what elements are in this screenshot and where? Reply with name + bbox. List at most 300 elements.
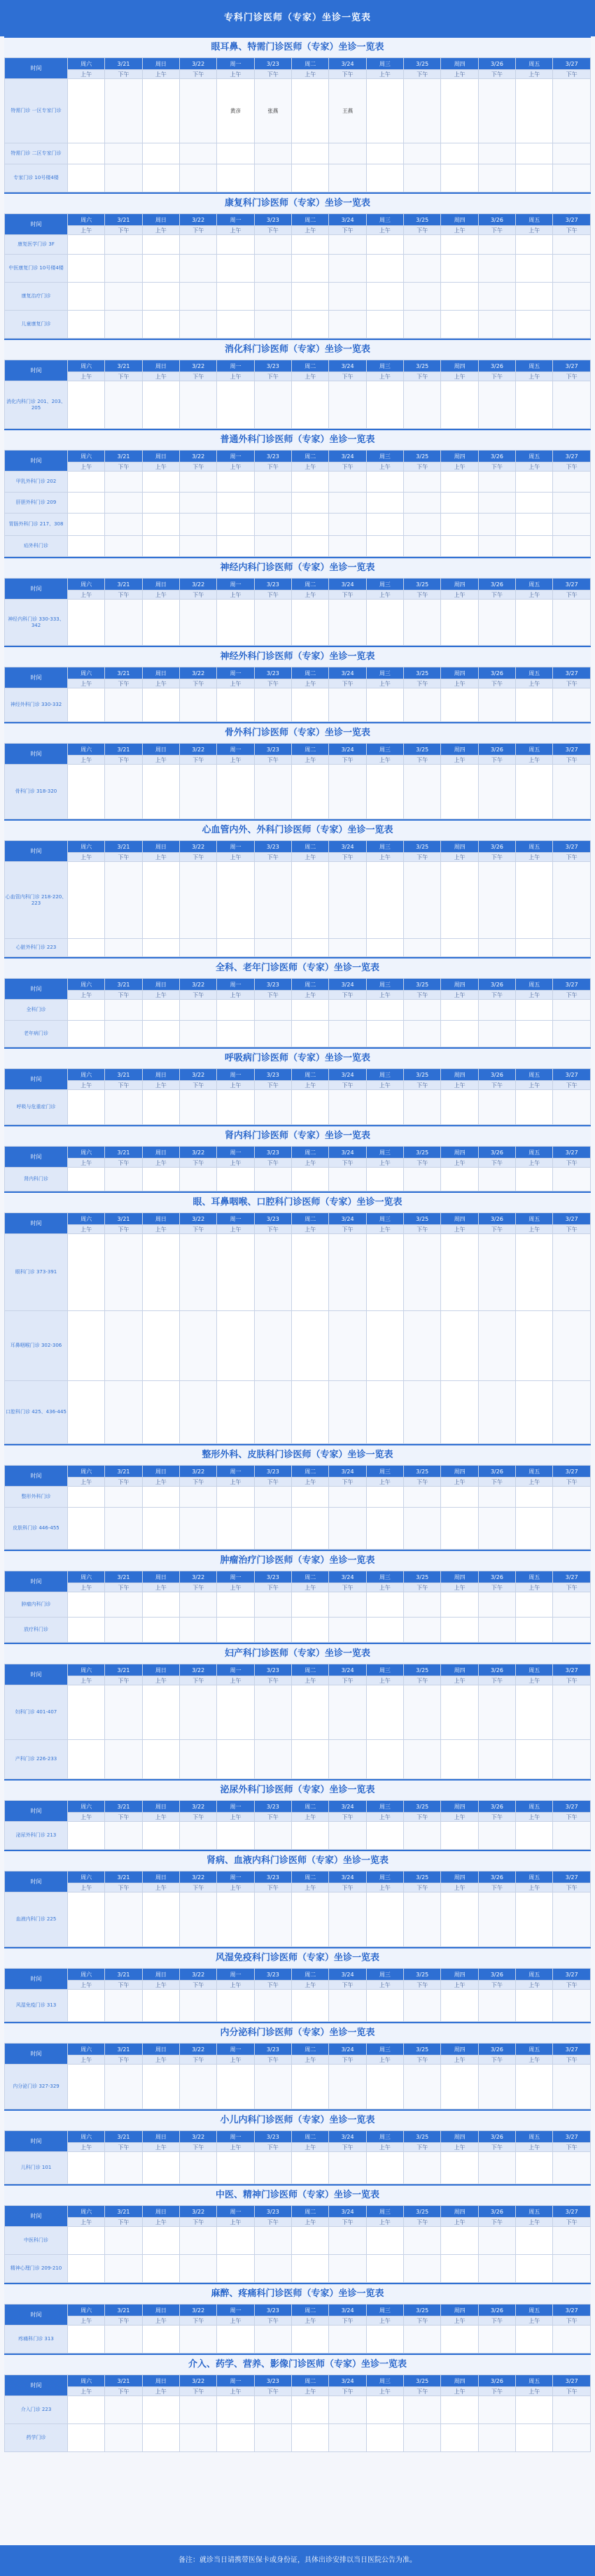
schedule-section bbox=[4, 2109, 591, 2184]
header-am: 上午 bbox=[217, 1159, 254, 1168]
schedule-section bbox=[4, 2283, 591, 2354]
doctor-cell bbox=[478, 1618, 515, 1643]
doctor-cell bbox=[329, 1740, 366, 1779]
header-corner: 时间 bbox=[5, 1801, 68, 1822]
header-pm: 下午 bbox=[105, 226, 142, 235]
section-title: 肿瘤治疗门诊医师（专家）坐诊一览表 bbox=[4, 1550, 591, 1571]
header-am: 上午 bbox=[68, 2218, 105, 2227]
doctor-cell bbox=[329, 688, 366, 722]
header-weekday: 周六 bbox=[68, 1801, 105, 1813]
table-row bbox=[5, 2065, 591, 2109]
table-row bbox=[5, 1487, 591, 1508]
doctor-cell bbox=[441, 1822, 478, 1850]
doctor-cell bbox=[553, 1168, 591, 1191]
doctor-cell bbox=[217, 1090, 254, 1125]
header-corner: 时间 bbox=[5, 744, 68, 765]
header-weekday: 周日 bbox=[142, 58, 179, 70]
schedule-table bbox=[4, 1068, 591, 1125]
doctor-cell bbox=[292, 1592, 329, 1618]
header-weekday: 周三 bbox=[366, 1664, 403, 1676]
doctor-cell bbox=[217, 1892, 254, 1947]
doctor-cell bbox=[516, 2152, 553, 2184]
header-date: 3/24 bbox=[329, 1571, 366, 1583]
department-cell: 甲乳外科门诊 202 bbox=[5, 472, 68, 493]
doctor-cell bbox=[516, 381, 553, 429]
header-pm: 下午 bbox=[404, 1676, 441, 1685]
doctor-cell bbox=[180, 1592, 217, 1618]
header-am: 上午 bbox=[142, 853, 179, 862]
doctor-cell bbox=[105, 1090, 142, 1125]
doctor-cell bbox=[180, 1618, 217, 1643]
doctor-cell bbox=[553, 1311, 591, 1381]
header-am: 上午 bbox=[441, 756, 478, 765]
header-am: 上午 bbox=[441, 679, 478, 688]
schedule-table bbox=[4, 1571, 591, 1643]
header-date: 3/26 bbox=[478, 1801, 515, 1813]
header-pm: 下午 bbox=[404, 2316, 441, 2326]
doctor-cell bbox=[516, 143, 553, 164]
header-weekday: 周日 bbox=[142, 1571, 179, 1583]
header-pm: 下午 bbox=[478, 1813, 515, 1822]
doctor-cell bbox=[516, 1168, 553, 1191]
doctor-cell bbox=[142, 1487, 179, 1508]
header-am: 上午 bbox=[366, 1478, 403, 1487]
doctor-cell bbox=[217, 255, 254, 283]
header-date: 3/27 bbox=[553, 979, 591, 991]
header-am: 上午 bbox=[292, 679, 329, 688]
doctor-cell bbox=[180, 1021, 217, 1047]
doctor-cell bbox=[329, 2227, 366, 2255]
header-weekday: 周三 bbox=[366, 1571, 403, 1583]
doctor-cell bbox=[366, 164, 403, 192]
header-date: 3/27 bbox=[553, 841, 591, 853]
header-weekday: 周四 bbox=[441, 979, 478, 991]
header-date: 3/25 bbox=[404, 667, 441, 679]
header-date: 3/27 bbox=[553, 2206, 591, 2218]
header-am: 上午 bbox=[68, 679, 105, 688]
doctor-cell bbox=[329, 1000, 366, 1021]
doctor-cell bbox=[105, 255, 142, 283]
doctor-cell bbox=[292, 1090, 329, 1125]
header-date: 3/24 bbox=[329, 2375, 366, 2387]
doctor-cell bbox=[441, 311, 478, 339]
header-pm: 下午 bbox=[254, 1159, 291, 1168]
header-am: 上午 bbox=[292, 1583, 329, 1592]
header-pm: 下午 bbox=[180, 1813, 217, 1822]
header-pm: 下午 bbox=[404, 1159, 441, 1168]
header-pm: 下午 bbox=[254, 462, 291, 472]
header-pm: 下午 bbox=[180, 853, 217, 862]
header-weekday: 周六 bbox=[68, 744, 105, 756]
doctor-cell bbox=[68, 2227, 105, 2255]
doctor-cell bbox=[254, 1000, 291, 1021]
header-date: 3/22 bbox=[180, 1969, 217, 1981]
header-am: 上午 bbox=[217, 1676, 254, 1685]
header-pm: 下午 bbox=[553, 679, 591, 688]
header-pm: 下午 bbox=[180, 590, 217, 600]
header-date: 3/26 bbox=[478, 1871, 515, 1883]
header-weekday: 周日 bbox=[142, 1664, 179, 1676]
header-pm: 下午 bbox=[180, 2316, 217, 2326]
doctor-cell bbox=[404, 1508, 441, 1550]
department-cell: 肿瘤内科门诊 bbox=[5, 1592, 68, 1618]
doctor-cell bbox=[217, 1740, 254, 1779]
header-date: 3/25 bbox=[404, 1664, 441, 1676]
doctor-cell bbox=[292, 514, 329, 536]
doctor-cell bbox=[478, 1090, 515, 1125]
doctor-cell bbox=[105, 2152, 142, 2184]
table-row bbox=[5, 255, 591, 283]
header-am: 上午 bbox=[68, 372, 105, 381]
header-weekday: 周一 bbox=[217, 58, 254, 70]
table-row bbox=[5, 1990, 591, 2022]
table-row bbox=[5, 765, 591, 819]
doctor-cell bbox=[329, 939, 366, 957]
header-am: 上午 bbox=[516, 70, 553, 79]
doctor-cell bbox=[180, 79, 217, 143]
schedule-section bbox=[4, 646, 591, 722]
doctor-cell bbox=[142, 143, 179, 164]
doctor-cell bbox=[105, 235, 142, 255]
header-weekday: 周二 bbox=[292, 979, 329, 991]
header-pm: 下午 bbox=[254, 991, 291, 1000]
header-am: 上午 bbox=[217, 462, 254, 472]
doctor-cell bbox=[553, 2227, 591, 2255]
header-pm: 下午 bbox=[254, 853, 291, 862]
header-pm: 下午 bbox=[404, 756, 441, 765]
header-weekday: 周四 bbox=[441, 451, 478, 462]
header-pm: 下午 bbox=[254, 2387, 291, 2396]
doctor-cell bbox=[292, 2326, 329, 2354]
section-title: 泌尿外科门诊医师（专家）坐诊一览表 bbox=[4, 1779, 591, 1800]
doctor-cell bbox=[217, 1234, 254, 1311]
header-weekday: 周五 bbox=[516, 1664, 553, 1676]
header-weekday: 周二 bbox=[292, 2375, 329, 2387]
department-cell: 耳鼻咽喉门诊 302-306 bbox=[5, 1311, 68, 1381]
header-weekday: 周五 bbox=[516, 1871, 553, 1883]
header-weekday: 周五 bbox=[516, 979, 553, 991]
doctor-cell bbox=[404, 235, 441, 255]
doctor-cell bbox=[478, 1892, 515, 1947]
doctor-cell bbox=[217, 514, 254, 536]
schedule-table bbox=[4, 360, 591, 429]
header-date: 3/27 bbox=[553, 1069, 591, 1081]
header-am: 上午 bbox=[68, 590, 105, 600]
header-pm: 下午 bbox=[553, 2218, 591, 2227]
header-pm: 下午 bbox=[404, 853, 441, 862]
doctor-cell bbox=[254, 472, 291, 493]
doctor-cell bbox=[105, 1822, 142, 1850]
doctor-cell bbox=[478, 2065, 515, 2109]
doctor-cell bbox=[180, 1990, 217, 2022]
header-am: 上午 bbox=[366, 756, 403, 765]
doctor-cell bbox=[180, 1168, 217, 1191]
doctor-cell bbox=[142, 1234, 179, 1311]
header-pm: 下午 bbox=[404, 991, 441, 1000]
doctor-cell bbox=[516, 1822, 553, 1850]
department-cell: 康复治疗门诊 bbox=[5, 283, 68, 311]
header-weekday: 周三 bbox=[366, 744, 403, 756]
header-pm: 下午 bbox=[105, 1813, 142, 1822]
header-weekday: 周一 bbox=[217, 744, 254, 756]
doctor-cell bbox=[68, 600, 105, 646]
doctor-cell bbox=[366, 1592, 403, 1618]
section-title: 骨外科门诊医师（专家）坐诊一览表 bbox=[4, 722, 591, 743]
doctor-cell bbox=[366, 283, 403, 311]
header-am: 上午 bbox=[68, 462, 105, 472]
header-am: 上午 bbox=[366, 1583, 403, 1592]
header-pm: 下午 bbox=[478, 1081, 515, 1090]
doctor-cell bbox=[441, 1381, 478, 1444]
doctor-cell bbox=[105, 79, 142, 143]
header-date: 3/24 bbox=[329, 979, 366, 991]
doctor-cell bbox=[292, 2396, 329, 2424]
doctor-cell bbox=[254, 1740, 291, 1779]
header-am: 上午 bbox=[516, 2387, 553, 2396]
header-am: 上午 bbox=[441, 853, 478, 862]
header-pm: 下午 bbox=[254, 1225, 291, 1234]
doctor-cell bbox=[366, 1234, 403, 1311]
doctor-cell bbox=[180, 862, 217, 939]
doctor-cell bbox=[478, 493, 515, 514]
header-am: 上午 bbox=[516, 372, 553, 381]
doctor-cell bbox=[142, 1381, 179, 1444]
doctor-cell bbox=[366, 1508, 403, 1550]
header-am: 上午 bbox=[441, 1081, 478, 1090]
doctor-cell bbox=[366, 2152, 403, 2184]
doctor-cell bbox=[68, 2152, 105, 2184]
header-pm: 下午 bbox=[478, 679, 515, 688]
doctor-cell bbox=[366, 2326, 403, 2354]
doctor-cell bbox=[292, 79, 329, 143]
header-date: 3/25 bbox=[404, 2375, 441, 2387]
header-date: 3/21 bbox=[105, 214, 142, 226]
doctor-cell bbox=[329, 2396, 366, 2424]
header-am: 上午 bbox=[366, 1225, 403, 1234]
doctor-cell bbox=[553, 1021, 591, 1047]
header-am: 上午 bbox=[366, 590, 403, 600]
header-date: 3/25 bbox=[404, 1466, 441, 1478]
header-pm: 下午 bbox=[180, 1478, 217, 1487]
doctor-cell bbox=[105, 688, 142, 722]
doctor-cell bbox=[553, 514, 591, 536]
doctor-cell bbox=[292, 536, 329, 557]
schedule-section bbox=[4, 1047, 591, 1125]
doctor-cell bbox=[254, 2396, 291, 2424]
doctor-cell bbox=[105, 2424, 142, 2452]
doctor-cell bbox=[441, 514, 478, 536]
header-pm: 下午 bbox=[553, 372, 591, 381]
doctor-cell bbox=[478, 1168, 515, 1191]
doctor-cell bbox=[68, 1892, 105, 1947]
doctor-cell bbox=[553, 2396, 591, 2424]
header-weekday: 周六 bbox=[68, 841, 105, 853]
doctor-cell bbox=[254, 2227, 291, 2255]
department-cell: 心脏外科门诊 223 bbox=[5, 939, 68, 957]
header-pm: 下午 bbox=[329, 1225, 366, 1234]
section-title: 康复科门诊医师（专家）坐诊一览表 bbox=[4, 192, 591, 213]
doctor-cell bbox=[292, 1508, 329, 1550]
doctor-cell bbox=[516, 514, 553, 536]
header-weekday: 周日 bbox=[142, 841, 179, 853]
header-am: 上午 bbox=[366, 1676, 403, 1685]
header-weekday: 周二 bbox=[292, 1213, 329, 1225]
table-row bbox=[5, 1685, 591, 1740]
header-weekday: 周二 bbox=[292, 214, 329, 226]
header-am: 上午 bbox=[441, 1478, 478, 1487]
doctor-cell bbox=[68, 1021, 105, 1047]
header-weekday: 周四 bbox=[441, 2206, 478, 2218]
doctor-cell bbox=[254, 600, 291, 646]
doctor-cell bbox=[105, 536, 142, 557]
department-cell: 专家门诊 10号楼4楼 bbox=[5, 164, 68, 192]
header-weekday: 周四 bbox=[441, 1969, 478, 1981]
header-am: 上午 bbox=[516, 2055, 553, 2065]
header-date: 3/25 bbox=[404, 2131, 441, 2143]
header-weekday: 周三 bbox=[366, 667, 403, 679]
header-am: 上午 bbox=[292, 2316, 329, 2326]
header-pm: 下午 bbox=[105, 2055, 142, 2065]
header-am: 上午 bbox=[516, 1159, 553, 1168]
header-corner: 时间 bbox=[5, 1213, 68, 1234]
header-weekday: 周一 bbox=[217, 1069, 254, 1081]
doctor-cell bbox=[292, 1618, 329, 1643]
header-weekday: 周五 bbox=[516, 58, 553, 70]
header-pm: 下午 bbox=[180, 2387, 217, 2396]
header-weekday: 周日 bbox=[142, 1801, 179, 1813]
header-weekday: 周日 bbox=[142, 1466, 179, 1478]
doctor-cell bbox=[553, 1090, 591, 1125]
header-date: 3/27 bbox=[553, 1871, 591, 1883]
header-date: 3/22 bbox=[180, 2206, 217, 2218]
header-weekday: 周六 bbox=[68, 579, 105, 590]
table-row bbox=[5, 2326, 591, 2354]
doctor-cell bbox=[105, 472, 142, 493]
header-date: 3/26 bbox=[478, 1069, 515, 1081]
header-pm: 下午 bbox=[553, 1159, 591, 1168]
header-date: 3/23 bbox=[254, 214, 291, 226]
header-weekday: 周四 bbox=[441, 667, 478, 679]
header-pm: 下午 bbox=[180, 70, 217, 79]
header-am: 上午 bbox=[68, 756, 105, 765]
doctor-cell bbox=[180, 2065, 217, 2109]
header-pm: 下午 bbox=[404, 70, 441, 79]
header-pm: 下午 bbox=[478, 2316, 515, 2326]
header-weekday: 周一 bbox=[217, 841, 254, 853]
doctor-cell bbox=[180, 283, 217, 311]
department-cell: 介入门诊 223 bbox=[5, 2396, 68, 2424]
doctor-cell bbox=[254, 1381, 291, 1444]
doctor-cell bbox=[553, 1487, 591, 1508]
header-am: 上午 bbox=[68, 2316, 105, 2326]
header-date: 3/27 bbox=[553, 2131, 591, 2143]
header-pm: 下午 bbox=[254, 1676, 291, 1685]
header-am: 上午 bbox=[68, 1583, 105, 1592]
doctor-cell bbox=[366, 536, 403, 557]
doctor-cell bbox=[254, 1487, 291, 1508]
header-pm: 下午 bbox=[478, 991, 515, 1000]
doctor-cell bbox=[404, 2227, 441, 2255]
header-am: 上午 bbox=[142, 70, 179, 79]
doctor-cell bbox=[553, 1685, 591, 1740]
doctor-cell bbox=[292, 255, 329, 283]
doctor-cell bbox=[366, 472, 403, 493]
header-pm: 下午 bbox=[180, 1981, 217, 1990]
doctor-cell bbox=[254, 1508, 291, 1550]
doctor-cell bbox=[180, 2255, 217, 2283]
header-date: 3/27 bbox=[553, 1147, 591, 1159]
schedule-table bbox=[4, 840, 591, 957]
doctor-cell bbox=[516, 235, 553, 255]
doctor-cell bbox=[516, 472, 553, 493]
doctor-cell bbox=[404, 1990, 441, 2022]
doctor-cell bbox=[404, 862, 441, 939]
doctor-cell bbox=[441, 164, 478, 192]
doctor-cell bbox=[105, 514, 142, 536]
doctor-cell bbox=[142, 2227, 179, 2255]
header-pm: 下午 bbox=[105, 1225, 142, 1234]
header-pm: 下午 bbox=[329, 1981, 366, 1990]
doctor-cell bbox=[366, 2255, 403, 2283]
header-date: 3/22 bbox=[180, 979, 217, 991]
header-pm: 下午 bbox=[478, 2387, 515, 2396]
header-pm: 下午 bbox=[404, 1583, 441, 1592]
section-title: 眼耳鼻、特需门诊医师（专家）坐诊一览表 bbox=[4, 36, 591, 57]
header-date: 3/27 bbox=[553, 58, 591, 70]
header-pm: 下午 bbox=[254, 1081, 291, 1090]
header-weekday: 周二 bbox=[292, 1801, 329, 1813]
doctor-cell bbox=[553, 1592, 591, 1618]
doctor-cell bbox=[329, 1618, 366, 1643]
header-weekday: 周四 bbox=[441, 1466, 478, 1478]
doctor-cell bbox=[441, 2396, 478, 2424]
header-date: 3/26 bbox=[478, 1466, 515, 1478]
header-am: 上午 bbox=[68, 2387, 105, 2396]
doctor-cell bbox=[142, 235, 179, 255]
header-am: 上午 bbox=[217, 2143, 254, 2152]
schedule-section bbox=[4, 1643, 591, 1779]
doctor-cell bbox=[292, 2424, 329, 2452]
doctor-cell bbox=[366, 1021, 403, 1047]
doctor-cell bbox=[404, 688, 441, 722]
header-pm: 下午 bbox=[105, 1159, 142, 1168]
doctor-cell bbox=[105, 1168, 142, 1191]
header-am: 上午 bbox=[516, 1225, 553, 1234]
header-am: 上午 bbox=[292, 1225, 329, 1234]
header-weekday: 周日 bbox=[142, 1871, 179, 1883]
header-weekday: 周一 bbox=[217, 1147, 254, 1159]
header-pm: 下午 bbox=[478, 756, 515, 765]
doctor-cell bbox=[254, 1990, 291, 2022]
header-date: 3/26 bbox=[478, 214, 515, 226]
doctor-cell bbox=[366, 143, 403, 164]
header-date: 3/26 bbox=[478, 2375, 515, 2387]
doctor-cell bbox=[217, 2326, 254, 2354]
doctor-cell bbox=[68, 235, 105, 255]
doctor-cell bbox=[404, 283, 441, 311]
doctor-cell bbox=[404, 600, 441, 646]
department-cell: 胃肠外科门诊 217、308 bbox=[5, 514, 68, 536]
schedule-section bbox=[4, 1947, 591, 2022]
doctor-cell bbox=[254, 2255, 291, 2283]
doctor-cell bbox=[404, 1592, 441, 1618]
header-am: 上午 bbox=[142, 1981, 179, 1990]
header-weekday: 周四 bbox=[441, 360, 478, 372]
doctor-cell bbox=[553, 79, 591, 143]
header-date: 3/27 bbox=[553, 1213, 591, 1225]
header-date: 3/21 bbox=[105, 1801, 142, 1813]
department-cell: 疼痛科门诊 313 bbox=[5, 2326, 68, 2354]
